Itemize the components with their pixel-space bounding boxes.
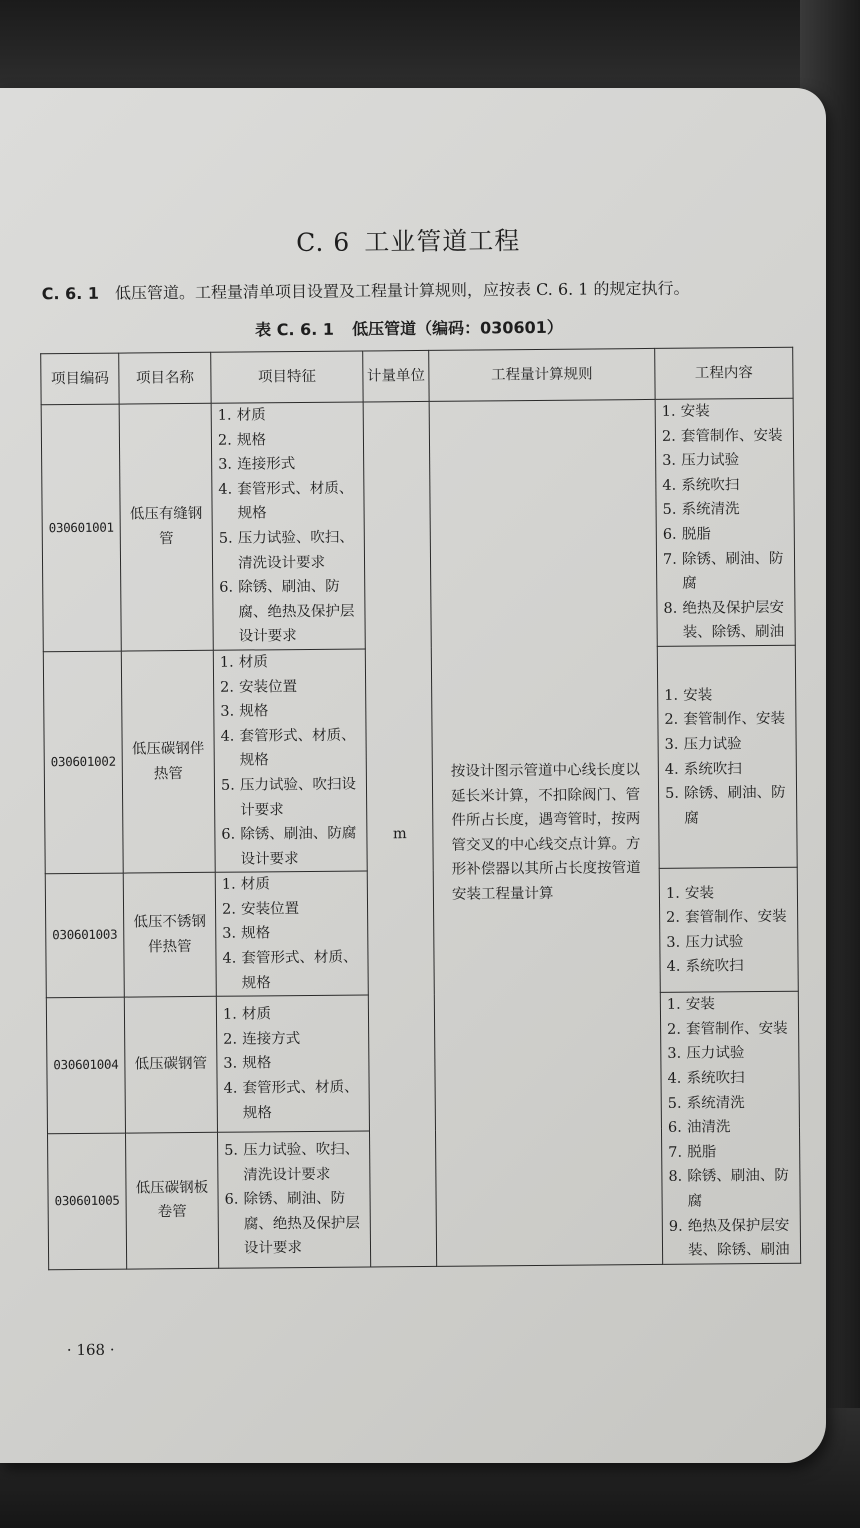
feature-list — [224, 1137, 364, 1261]
list-item-number: 4. — [667, 1070, 682, 1087]
list-item-text: 安装位置 — [239, 678, 298, 696]
list-item — [666, 905, 791, 931]
list-item-text: 除锈、刷油、防腐 — [683, 785, 786, 827]
list-item-number: 1. — [665, 885, 680, 902]
list-item-number: 3. — [222, 926, 237, 943]
list-item-text: 材质 — [238, 654, 268, 671]
list-item-text: 材质 — [241, 1006, 272, 1023]
item-code: 030601003 — [45, 873, 124, 998]
list-item-number: 1. — [222, 1006, 237, 1023]
pipe-table — [40, 347, 801, 1270]
list-item-number: 3. — [218, 456, 233, 473]
item-name: 低压有缝钢管 — [119, 403, 213, 651]
list-item — [667, 992, 792, 1018]
list-item-number: 6. — [662, 526, 677, 543]
list-item-text: 绝热及保护层安装、除锈、刷油 — [682, 599, 785, 642]
list-item-text: 系统清洗 — [686, 1094, 745, 1112]
list-item-number: 6. — [224, 1191, 239, 1208]
list-item-number: 4. — [223, 1080, 238, 1097]
list-item-number: 8. — [663, 600, 678, 617]
list-item-text: 套管制作、安装 — [686, 1020, 788, 1038]
list-item-number: 3. — [220, 703, 235, 720]
list-item-number: 1. — [221, 876, 236, 894]
list-item-text: 安装 — [685, 996, 715, 1013]
list-item-number: 3. — [662, 452, 677, 470]
list-item-number: 3. — [666, 934, 681, 951]
header-unit: 计量单位 — [363, 350, 429, 402]
list-item-number: 7. — [668, 1144, 683, 1161]
list-item — [668, 1090, 793, 1116]
list-item-number: 1. — [666, 996, 681, 1014]
list-item-number: 5. — [218, 530, 233, 547]
item-features — [211, 402, 365, 650]
list-item-text: 除锈、刷油、防腐 — [687, 1168, 789, 1210]
page-number: · 168 · — [66, 1340, 115, 1360]
list-item — [666, 954, 791, 980]
list-item-text: 连接方式 — [242, 1030, 301, 1048]
list-item-number: 5. — [224, 1142, 239, 1159]
list-item-number: 2. — [223, 1031, 238, 1048]
list-item-text: 规格 — [242, 1055, 272, 1072]
list-item — [222, 896, 361, 922]
list-item-number: 1. — [664, 687, 679, 704]
feature-list — [218, 403, 359, 650]
item-code: 030601001 — [41, 404, 121, 652]
table-label: 表 C. 6. 1 — [255, 319, 335, 340]
work-list — [664, 683, 790, 832]
list-item-text: 安装 — [683, 687, 713, 704]
list-item-text: 系统吹扫 — [681, 476, 740, 494]
list-item-text: 脱脂 — [687, 1144, 717, 1161]
list-item-number: 2. — [667, 1021, 682, 1038]
list-item-text: 安装 — [684, 885, 714, 902]
section-title-text: 工业管道工程 — [364, 226, 521, 257]
book-page — [0, 88, 826, 1463]
list-item-number: 8. — [668, 1169, 683, 1186]
list-item-number: 9. — [668, 1218, 683, 1235]
list-item-number: 4. — [220, 728, 235, 745]
list-item — [664, 707, 789, 733]
item-code: 030601004 — [46, 997, 125, 1133]
list-item-text: 套管形式、材质、规格 — [241, 949, 358, 992]
list-item-number: 1. — [661, 403, 676, 420]
list-item — [218, 476, 357, 526]
list-item-number: 3. — [667, 1046, 682, 1063]
list-item-text: 压力试验、吹扫设计要求 — [239, 776, 357, 819]
item-name: 低压碳钢伴热管 — [121, 650, 215, 873]
table-title — [0, 312, 822, 342]
list-item — [666, 880, 791, 906]
list-item — [668, 1164, 793, 1214]
item-name: 低压碳钢管 — [124, 997, 217, 1134]
list-item — [662, 423, 787, 449]
list-item-number: 2. — [661, 428, 676, 445]
header-rule: 工程量计算规则 — [429, 348, 655, 401]
list-item-text: 套管制作、安装 — [680, 427, 783, 445]
list-item — [668, 1140, 793, 1166]
list-item-text: 套管制作、安装 — [683, 711, 785, 729]
list-item-number: 4. — [662, 477, 677, 494]
list-item — [663, 546, 788, 596]
list-item-text: 压力试验 — [686, 1045, 745, 1063]
header-name: 项目名称 — [119, 352, 211, 404]
list-item-text: 系统吹扫 — [685, 958, 744, 976]
list-item-text: 规格 — [239, 703, 269, 720]
list-item-text: 规格 — [241, 925, 271, 943]
list-item-number: 2. — [664, 712, 679, 729]
item-code: 030601002 — [43, 651, 123, 874]
page-content — [0, 84, 832, 1466]
list-item-number: 4. — [218, 481, 233, 498]
list-item-text: 油清洗 — [686, 1119, 731, 1136]
list-item-text: 除锈、刷油、防腐设计要求 — [240, 825, 357, 868]
list-item — [665, 756, 790, 782]
list-item-number: 7. — [662, 551, 677, 568]
item-name: 低压碳钢板卷管 — [126, 1132, 219, 1269]
list-item — [221, 822, 360, 872]
list-item — [663, 596, 788, 646]
list-item — [662, 497, 787, 523]
list-item-number: 6. — [219, 579, 234, 596]
item-features — [213, 649, 367, 873]
list-item-text: 脱脂 — [681, 526, 711, 543]
list-item-text: 安装位置 — [240, 900, 300, 918]
list-item — [223, 1002, 362, 1028]
list-item — [662, 399, 787, 425]
list-item-text: 材质 — [236, 407, 266, 424]
header-work: 工程内容 — [655, 347, 793, 399]
list-item — [220, 674, 359, 700]
list-item-text: 压力试验 — [681, 452, 740, 469]
list-item-text: 压力试验 — [683, 736, 742, 753]
list-item — [218, 452, 357, 478]
list-item — [223, 1051, 362, 1077]
list-item — [663, 522, 788, 548]
list-item-text: 系统吹扫 — [686, 1070, 745, 1087]
list-item-number: 6. — [221, 826, 236, 843]
list-item — [219, 526, 358, 576]
list-item-text: 压力试验 — [685, 933, 744, 951]
work-list — [667, 992, 794, 1264]
header-code: 项目编码 — [41, 353, 119, 405]
list-item — [222, 921, 361, 947]
table-row — [41, 398, 795, 651]
list-item — [665, 781, 790, 831]
list-item-number: 3. — [664, 736, 679, 753]
item-work — [655, 398, 795, 646]
list-item-number: 5. — [667, 1095, 682, 1112]
intro-paragraph — [42, 276, 690, 305]
list-item-text: 除锈、刷油、防腐、绝热及保护层设计要求 — [238, 578, 355, 645]
rule-cell: 按设计图示管道中心线长度以延长米计算，不扣除阀门、管件所占长度，遇弯管时，按两管交叉的中心线交点计算。方形补偿器以其所占长度按管道安装工程量计算 — [429, 399, 663, 1266]
section-title — [0, 218, 821, 261]
feature-list — [222, 872, 362, 996]
list-item-number: 1. — [217, 407, 232, 424]
list-item-text: 压力试验、吹扫、清洗设计要求 — [237, 529, 354, 572]
header-features: 项目特征 — [211, 351, 363, 403]
list-item — [667, 1017, 792, 1043]
work-list — [666, 880, 792, 979]
list-item-number: 2. — [221, 901, 236, 918]
list-item-number: 4. — [664, 761, 679, 778]
clause-number: C. 6. 1 — [41, 283, 100, 304]
list-item-number: 6. — [667, 1119, 682, 1137]
list-item-number: 2. — [217, 432, 232, 449]
intro-text: 低压管道。工程量清单项目设置及工程量计算规则，应按表 C. 6. 1 的规定执行。 — [114, 278, 690, 303]
list-item-number: 5. — [664, 785, 679, 803]
unit-cell: m — [363, 401, 437, 1266]
list-item — [218, 427, 357, 453]
list-item — [223, 1026, 362, 1052]
list-item — [219, 575, 359, 650]
item-features — [217, 1131, 370, 1268]
list-item — [664, 683, 789, 709]
list-item — [220, 723, 359, 773]
list-item — [222, 946, 361, 996]
item-work — [660, 991, 800, 1264]
list-item-number: 4. — [222, 950, 237, 967]
feature-list — [220, 649, 361, 872]
list-item-text: 安装 — [680, 403, 710, 420]
list-item-number: 5. — [662, 502, 677, 519]
list-item — [665, 732, 790, 758]
list-item-text: 系统吹扫 — [683, 760, 742, 778]
list-item — [222, 872, 361, 898]
list-item — [221, 772, 360, 822]
list-item — [662, 473, 787, 499]
list-item — [667, 1041, 792, 1067]
list-item — [224, 1075, 363, 1125]
item-features — [216, 995, 369, 1132]
item-work — [659, 867, 798, 992]
work-list — [662, 399, 789, 646]
item-work — [657, 645, 797, 869]
table-name: 低压管道（编码：030601） — [351, 317, 563, 339]
section-number: C. 6 — [296, 227, 351, 258]
list-item-text: 连接形式 — [237, 456, 296, 473]
feature-list — [223, 1002, 363, 1126]
list-item-text: 规格 — [236, 431, 267, 449]
list-item — [224, 1187, 364, 1262]
list-item-number: 1. — [219, 654, 234, 671]
list-item-text: 套管形式、材质、规格 — [239, 727, 356, 769]
list-item-number: 3. — [223, 1055, 238, 1073]
item-name: 低压不锈钢伴热管 — [123, 873, 216, 998]
item-code: 030601005 — [48, 1133, 127, 1269]
item-features — [215, 871, 368, 996]
list-item — [218, 403, 357, 429]
list-item-number: 4. — [666, 959, 681, 976]
list-item-text: 套管形式、材质、规格 — [237, 480, 354, 522]
list-item-text: 除锈、刷油、防腐 — [681, 550, 784, 592]
list-item-text: 材质 — [240, 876, 270, 893]
list-item-text: 绝热及保护层安装、除锈、刷油 — [687, 1217, 790, 1259]
list-item — [662, 448, 787, 474]
table-header-row — [41, 347, 793, 405]
list-item-text: 套管制作、安装 — [685, 908, 787, 926]
list-item — [668, 1115, 793, 1141]
list-item-number: 2. — [666, 909, 681, 927]
list-item — [220, 649, 359, 675]
list-item — [669, 1213, 794, 1263]
list-item — [667, 1066, 792, 1092]
list-item — [224, 1137, 363, 1187]
list-item — [220, 699, 359, 725]
list-item-text: 系统清洗 — [681, 501, 740, 519]
list-item-number: 2. — [220, 679, 235, 696]
list-item-text: 压力试验、吹扫、清洗设计要求 — [243, 1141, 360, 1184]
list-item-text: 除锈、刷油、防腐、绝热及保护层设计要求 — [243, 1190, 360, 1257]
list-item — [666, 930, 791, 956]
list-item-number: 5. — [220, 777, 235, 794]
list-item-text: 套管形式、材质、规格 — [242, 1079, 359, 1122]
